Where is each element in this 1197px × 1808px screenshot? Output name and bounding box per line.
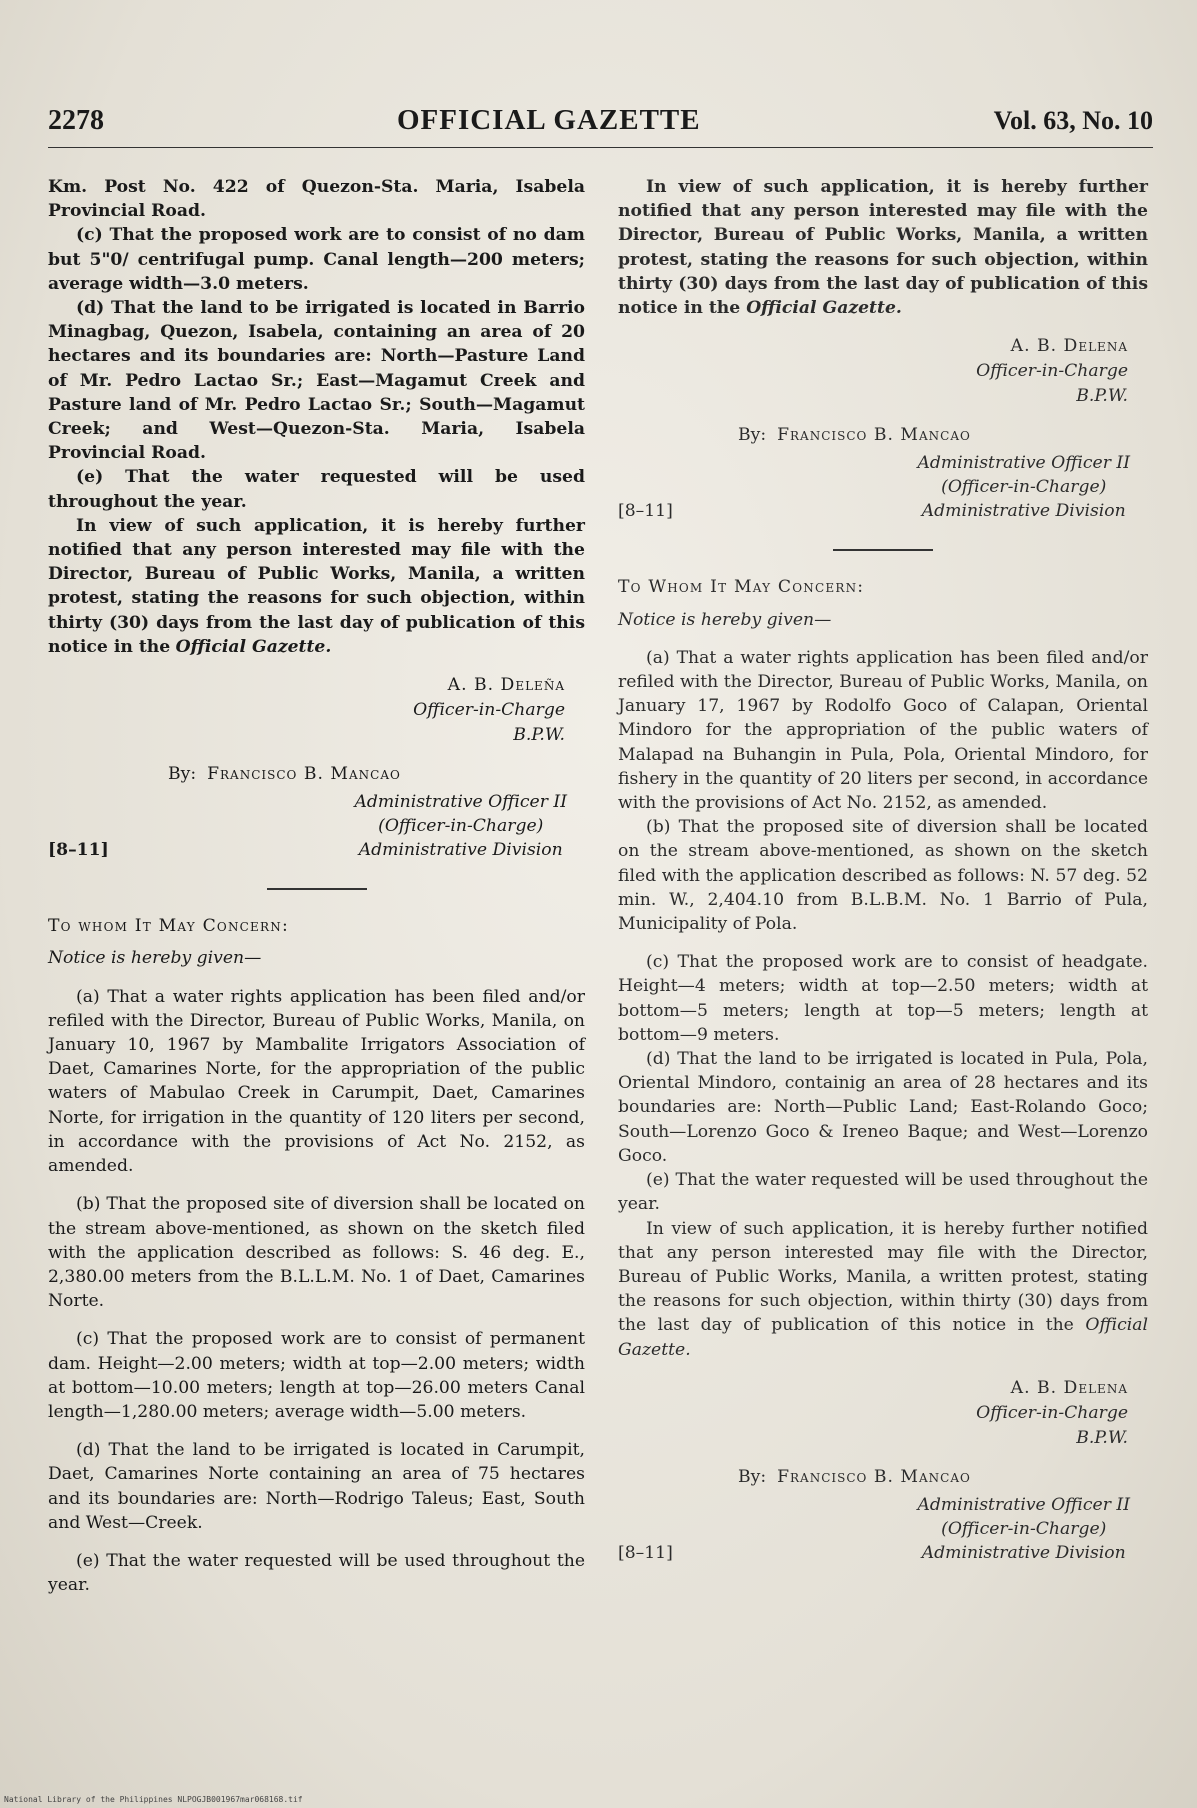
- by-title-1: Administrative Officer II: [917, 1494, 1130, 1515]
- by-titles: [917, 451, 1130, 523]
- paragraph: (e) That the water requested will be used throughout the year.: [48, 1550, 585, 1596]
- paragraph: (d) That the land to be irrigated is located in Carumpit, Daet, Camarines Norte containing an area of 75 hectares and its boundaries are: North—Rodrigo Taleus; East, South and West—Creek.: [48, 1440, 585, 1533]
- notice-line: Notice is hereby given—: [618, 609, 832, 630]
- by-name: Francisco B. Mancao: [777, 1466, 971, 1487]
- paragraph-text: In view of such application, it is hereby further notified that any person interested may file with the Director, Bureau of Public Works, Manila, a written protest, stating the reasons for such objection, within thirty (30) days from the last day of publication of this notice in the: [618, 177, 1148, 319]
- section-divider: [267, 888, 367, 890]
- paragraph: (d) That the land to be irrigated is located in Barrio Minagbag, Quezon, Isabela, containing an area of 20 hectares and its boundaries are: North—Pasture Land of Mr. Pedro Lactao Sr.; East—Magamut Creek and Pasture land of Mr. Pedro Lactao Sr.; South—Magamut Creek; and West—Quezon-Sta. Maria, Isabela Provincial Road.: [48, 298, 585, 464]
- by-title-1: Administrative Officer II: [354, 792, 567, 813]
- signatory-org: B.P.W.: [1076, 386, 1128, 407]
- left-column: [48, 175, 585, 1597]
- paragraph: [618, 1217, 1148, 1362]
- by-titles: [917, 1493, 1130, 1565]
- signatory-org: B.P.W.: [513, 725, 565, 746]
- publication-title: OFFICIAL GAZETTE: [396, 104, 701, 136]
- salutation: To whom It May Concern:: [48, 916, 289, 937]
- paragraph: (e) That the water requested will be used throughout the year.: [618, 1170, 1148, 1215]
- by-label: By:: [738, 425, 767, 446]
- by-line: [618, 423, 1148, 447]
- paragraph: (b) That the proposed site of diversion shall be located on the stream above-mentioned, as shown on the sketch filed with the application described as follows: N. 57 deg. 52 min. W., 2,404.10 from B.L.B.M. No. 1 Barrio of Pula, Municipality of Pola.: [618, 817, 1148, 935]
- by-title-3: Administrative Division: [921, 501, 1126, 522]
- page-number: 2278: [48, 105, 104, 136]
- by-titles: [354, 790, 567, 862]
- paragraph: (b) That the proposed site of diversion shall be located on the stream above-mentioned, as shown on the sketch filed with the application described as follows: S. 46 deg. E., 2,380.00 meters from the B.L.L.M. No. 1 of Daet, Camarines Norte.: [48, 1194, 585, 1312]
- by-name: Francisco B. Mancao: [207, 764, 401, 785]
- gazette-name: Official Gazette.: [618, 1315, 1148, 1360]
- reference-number: [8–11]: [48, 840, 109, 861]
- by-title-3: Administrative Division: [921, 1542, 1126, 1563]
- paragraph: (d) That the land to be irrigated is located in Pula, Pola, Oriental Mindoro, containig an area of 28 hectares and its boundaries are: North—Public Land; East-Rolando Goco; South—Lorenzo Goco & Ireneo Baque; and West—Lorenzo Goco.: [618, 1049, 1148, 1166]
- by-block: [48, 790, 585, 862]
- reference-number: [8–11]: [618, 501, 673, 522]
- reference-number: [8–11]: [618, 1542, 673, 1563]
- signatory-name: A. B. Delena: [1010, 1377, 1128, 1398]
- by-name: Francisco B. Mancao: [777, 425, 971, 446]
- signatory-role: Officer-in-Charge: [976, 361, 1128, 382]
- paragraph: (c) That the proposed work are to consist of no dam but 5"0/ centrifugal pump. Canal length—200 meters; average width—3.0 meters.: [48, 225, 585, 294]
- signatory-name: A. B. Delena: [1010, 336, 1128, 357]
- paragraph: [618, 175, 1148, 320]
- by-line: [618, 1465, 1148, 1489]
- by-block: [618, 451, 1148, 523]
- signature-block: [618, 1376, 1128, 1451]
- paragraph: [48, 514, 585, 659]
- signature-block: [618, 334, 1128, 409]
- paragraph: (e) That the water requested will be used throughout the year.: [48, 467, 585, 512]
- paragraph-text: In view of such application, it is hereby further notified that any person interested may file with the Director, Bureau of Public Works, Manila, a written protest, stating the reasons for such objection, within thirty (30) days from the last day of publication of this notice in the: [48, 515, 585, 657]
- gazette-name: Official Gazette.: [746, 298, 902, 319]
- by-title-1: Administrative Officer II: [917, 453, 1130, 474]
- gazette-name: Official Gazette.: [175, 636, 332, 657]
- signatory-org: B.P.W.: [1076, 1427, 1128, 1448]
- paragraph: (c) That the proposed work are to consist of permanent dam. Height—2.00 meters; width at top—2.00 meters; width at bottom—10.00 meters; length at top—26.00 meters Canal length—1,280.00 meters; average width—5.00 meters.: [48, 1329, 585, 1422]
- signature-block: [48, 673, 565, 748]
- section-divider: [833, 549, 933, 551]
- paragraph: Km. Post No. 422 of Quezon-Sta. Maria, Isabela Provincial Road.: [48, 177, 585, 222]
- by-title-2: (Officer-in-Charge): [378, 816, 544, 837]
- by-label: By:: [738, 1466, 767, 1487]
- signatory-role: Officer-in-Charge: [976, 1402, 1128, 1423]
- paragraph: (a) That a water rights application has been filed and/or refiled with the Director, Bureau of Public Works, Manila, on January 10, 1967 by Mambalite Irrigators Association of Daet, Camarines Norte, for the appropriation of the public waters of Mabulao Creek in Carumpit, Daet, Camarines Norte, for irrigation in the quantity of 120 liters per second, in accordance with the provisions of Act No. 2152, as amended.: [48, 986, 585, 1177]
- salutation: To Whom It May Concern:: [618, 577, 865, 598]
- signatory-name: A. B. Deleña: [447, 675, 565, 696]
- by-title-2: (Officer-in-Charge): [941, 477, 1107, 498]
- volume-number: Vol. 63, No. 10: [993, 106, 1153, 135]
- by-label: By:: [168, 764, 197, 785]
- right-column: [618, 175, 1148, 1565]
- notice-line: Notice is hereby given—: [48, 948, 262, 969]
- page-header: [48, 104, 1153, 144]
- by-title-3: Administrative Division: [358, 840, 563, 861]
- header-rule: [48, 147, 1153, 148]
- paragraph: (c) That the proposed work are to consist of headgate. Height—4 meters; width at top—2.50 meters; width at bottom—5 meters; length at top—5 meters; length at bottom—9 meters.: [618, 952, 1148, 1045]
- paragraph: (a) That a water rights application has been filed and/or refiled with the Director, Bureau of Public Works, Manila, on January 17, 1967 by Rodolfo Goco of Calapan, Oriental Mindoro for the appropriation of the public waters of Malapad na Buhangin in Pula, Pola, Oriental Mindoro, for fishery in the quantity of 20 liters per second, in accordance with the provisions of Act No. 2152, as amended.: [618, 647, 1148, 814]
- signatory-role: Officer-in-Charge: [413, 700, 565, 721]
- paragraph-text: In view of such application, it is hereby further notified that any person interested may file with the Director, Bureau of Public Works, Manila, a written protest, stating the reasons for such objection, within thirty (30) days from the last day of publication of this notice in the: [618, 1218, 1148, 1336]
- by-title-2: (Officer-in-Charge): [941, 1518, 1107, 1539]
- by-line: [48, 762, 585, 786]
- scan-footer: National Library of the Philippines NLPOGJB001967mar068168.tif: [4, 1795, 303, 1804]
- by-block: [618, 1493, 1148, 1565]
